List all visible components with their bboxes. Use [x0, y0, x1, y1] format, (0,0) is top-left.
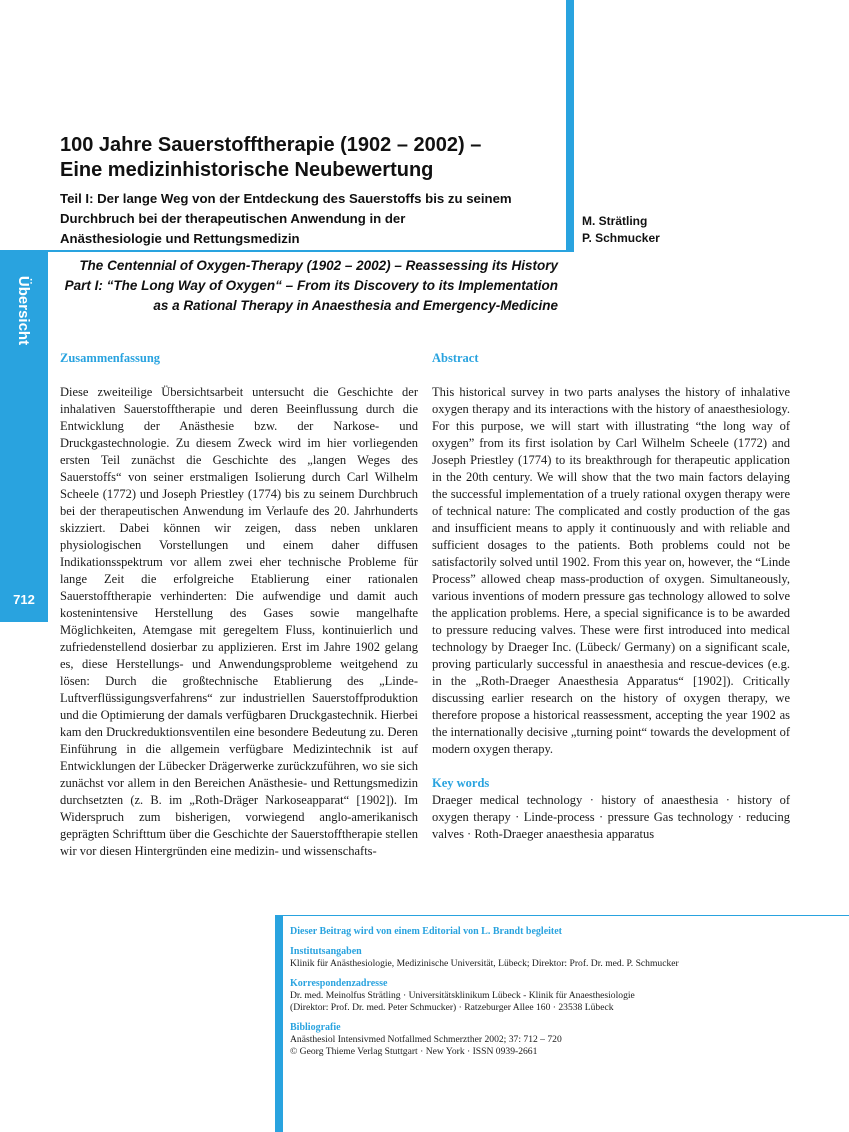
- english-title-line: Part I: “The Long Way of Oxygen“ – From its Discovery to its Implementation: [64, 278, 558, 293]
- subtitle-line: Teil I: Der lange Weg von der Entdeckung des Sauerstoffs bis zu seinem: [60, 191, 512, 206]
- title-line: Eine medizinhistorische Neubewertung: [60, 159, 434, 181]
- info-box-bar: [275, 915, 283, 1132]
- info-box: [290, 925, 840, 1065]
- subtitle-line: Anästhesiologie und Rettungsmedizin: [60, 231, 300, 246]
- english-abstract-text: This historical survey in two parts analyses the history of inhalative oxygen therapy and its interactions with the history of anaesthesiology. For this purpose, we will start with illustrating “the long way of oxygen” from its first isolation by Carl Wilhelm Scheele (1772) and Joseph Priestley (1774) to its breakthrough for therapeutic application in the 20th century. We will show that the two main factors delaying the successful implementation of a truely rational oxygen therapy were of technical nature: The complicated and costly production of the gas and insufficient means to apply it continuously and with reliable and sufficient dosages to the patients. Both problems could not be satisfactorily solved until 1902. From this year on, however, the “Linde Process” allowed cheap mass-production of oxygen. Simultaneously, various inventions of modern pressure gas technology allowed to solve the application problems. Here, a special significance is to be awarded to pressure reducing valves. These were first introduced into medical technology by Draeger Inc. (Lübeck/ Germany) on a significant scale, proving particularly successful in anaesthesia and rescue-devices (e.g. in the „Roth-Draeger Anaesthesia Apparatus“ [1902]). Critically discussing earlier research on the history of oxygen therapy, we therefore propose a historical reassessment, accepting the year 1902 as the internationally decisive „turning point“ towards the development of modern oxygen therapy.: [432, 385, 790, 756]
- institute-line: Klinik für Anästhesiologie, Medizinische Universität, Lübeck; Direktor: Prof. Dr. med. P. Schmucker: [290, 958, 679, 969]
- editorial-note: Dieser Beitrag wird von einem Editorial von L. Brandt begleitet: [290, 926, 563, 937]
- author-list: [582, 213, 660, 247]
- institute-heading: Institutsangaben: [290, 946, 362, 957]
- german-abstract-heading: Zusammenfassung: [60, 351, 161, 365]
- subtitle-line: Durchbruch bei der therapeutischen Anwendung in der: [60, 211, 406, 226]
- english-title-line: as a Rational Therapy in Anaesthesia and Emergency-Medicine: [153, 298, 558, 313]
- correspondence-line: (Direktor: Prof. Dr. med. Peter Schmucker) · Ratzeburger Allee 160 · 23538 Lübeck: [290, 1002, 614, 1013]
- correspondence-heading: Korrespondenzadresse: [290, 978, 388, 989]
- german-abstract-column: [60, 350, 418, 860]
- keywords-text: Draeger medical technology · history of anaesthesia · history of oxygen therapy · Linde-process · pressure Gas technology · reducing valves · Roth-Draeger anaesthesia apparatus: [432, 793, 790, 841]
- german-abstract-text: Diese zweiteilige Übersichtsarbeit untersucht die Geschichte der inhalativen Sauerstofftherapie und deren Beeinflussung durch die Entwicklung der Anästhesie bzw. der Narkose- und Druckgastechnologie. Zu diesem Zweck wird im hier vorliegenden ersten Teil zunächst die Geschichte des „langen Weges des Sauerstoffs“ von seiner erstmaligen Isolierung durch Carl Wilhelm Scheele (1772) und Joseph Priestley (1774) bis zu seinem Durchbruch bei der therapeutischen Anwendung im Verlaufe des 20. Jahrhunderts skizziert. Dabei können wir zeigen, dass neben unklaren physiologischen Vorstellungen und einem daher diffusen Indikationsspektrum vor allem zwei eher technische Probleme für lange Zeit die erfolgreiche Etablierung einer rationalen Sauerstofftherapie verhinderten: Die aufwendige und damit auch kostenintensive Herstellung des Gases sowie mangelhafte Möglichkeiten, Atemgase mit geregeltem Fluss, kontinuierlich und zufriedenstellend dosierbar zu applizieren. Erst im Jahre 1902 gelang es, diese Herstellungs- und Anwendungsprobleme weitgehend zu lösen: Durch die großtechnische Etablierung des „Linde-Luftverflüssigungsverfahrens“ zur industriellen Sauerstoffproduktion und die Optimierung der damals verfügbaren Druckgastechnik. Hierbei kam den Druckreduktionsventilen eine besondere Bedeutung zu. Deren Einführung in die allgemein verfügbare Medizintechnik ist auf Entwicklungen der Lübecker Drägerwerke zurückzuführen, wo sie sich zunächst vor allem in den Bereichen Anästhesie- und Rettungsmedizin durchsetzten (z. B. im „Roth-Dräger Narkoseapparat“ [1902]). Im Widerspruch zum bisherigen, vorwiegend anglo-amerikanisch geprägten Schrifttum über die Geschichte der Sauerstofftherapie stellen wir vor diesen Hintergründen eine medizin- und wissenschafts-: [60, 385, 418, 858]
- title-rule: [48, 250, 568, 252]
- author: M. Strätling: [582, 214, 648, 228]
- info-box-rule: [283, 915, 849, 916]
- author: P. Schmucker: [582, 231, 660, 245]
- title-line: 100 Jahre Sauerstofftherapie (1902 – 2002) –: [60, 134, 482, 156]
- article-subtitle: [60, 189, 560, 249]
- bibliography-line: Anästhesiol Intensivmed Notfallmed Schmerzther 2002; 37: 712 – 720: [290, 1034, 562, 1045]
- correspondence-line: Dr. med. Meinolfus Strätling · Universitätsklinikum Lübeck - Klinik für Anaesthesiologie: [290, 990, 635, 1001]
- article-title: [60, 133, 560, 183]
- english-title: [48, 256, 558, 316]
- english-abstract-heading: Abstract: [432, 351, 479, 365]
- english-title-line: The Centennial of Oxygen-Therapy (1902 – 2002) – Reassessing its History: [79, 258, 558, 273]
- bibliography-line: © Georg Thieme Verlag Stuttgart · New York · ISSN 0939-2661: [290, 1046, 538, 1057]
- section-label: Übersicht: [15, 275, 33, 345]
- bibliography-heading: Bibliografie: [290, 1022, 341, 1033]
- accent-vertical-bar: [566, 0, 574, 252]
- english-abstract-column: [432, 350, 790, 843]
- keywords-heading: Key words: [432, 776, 490, 790]
- page-number: 712: [13, 592, 35, 607]
